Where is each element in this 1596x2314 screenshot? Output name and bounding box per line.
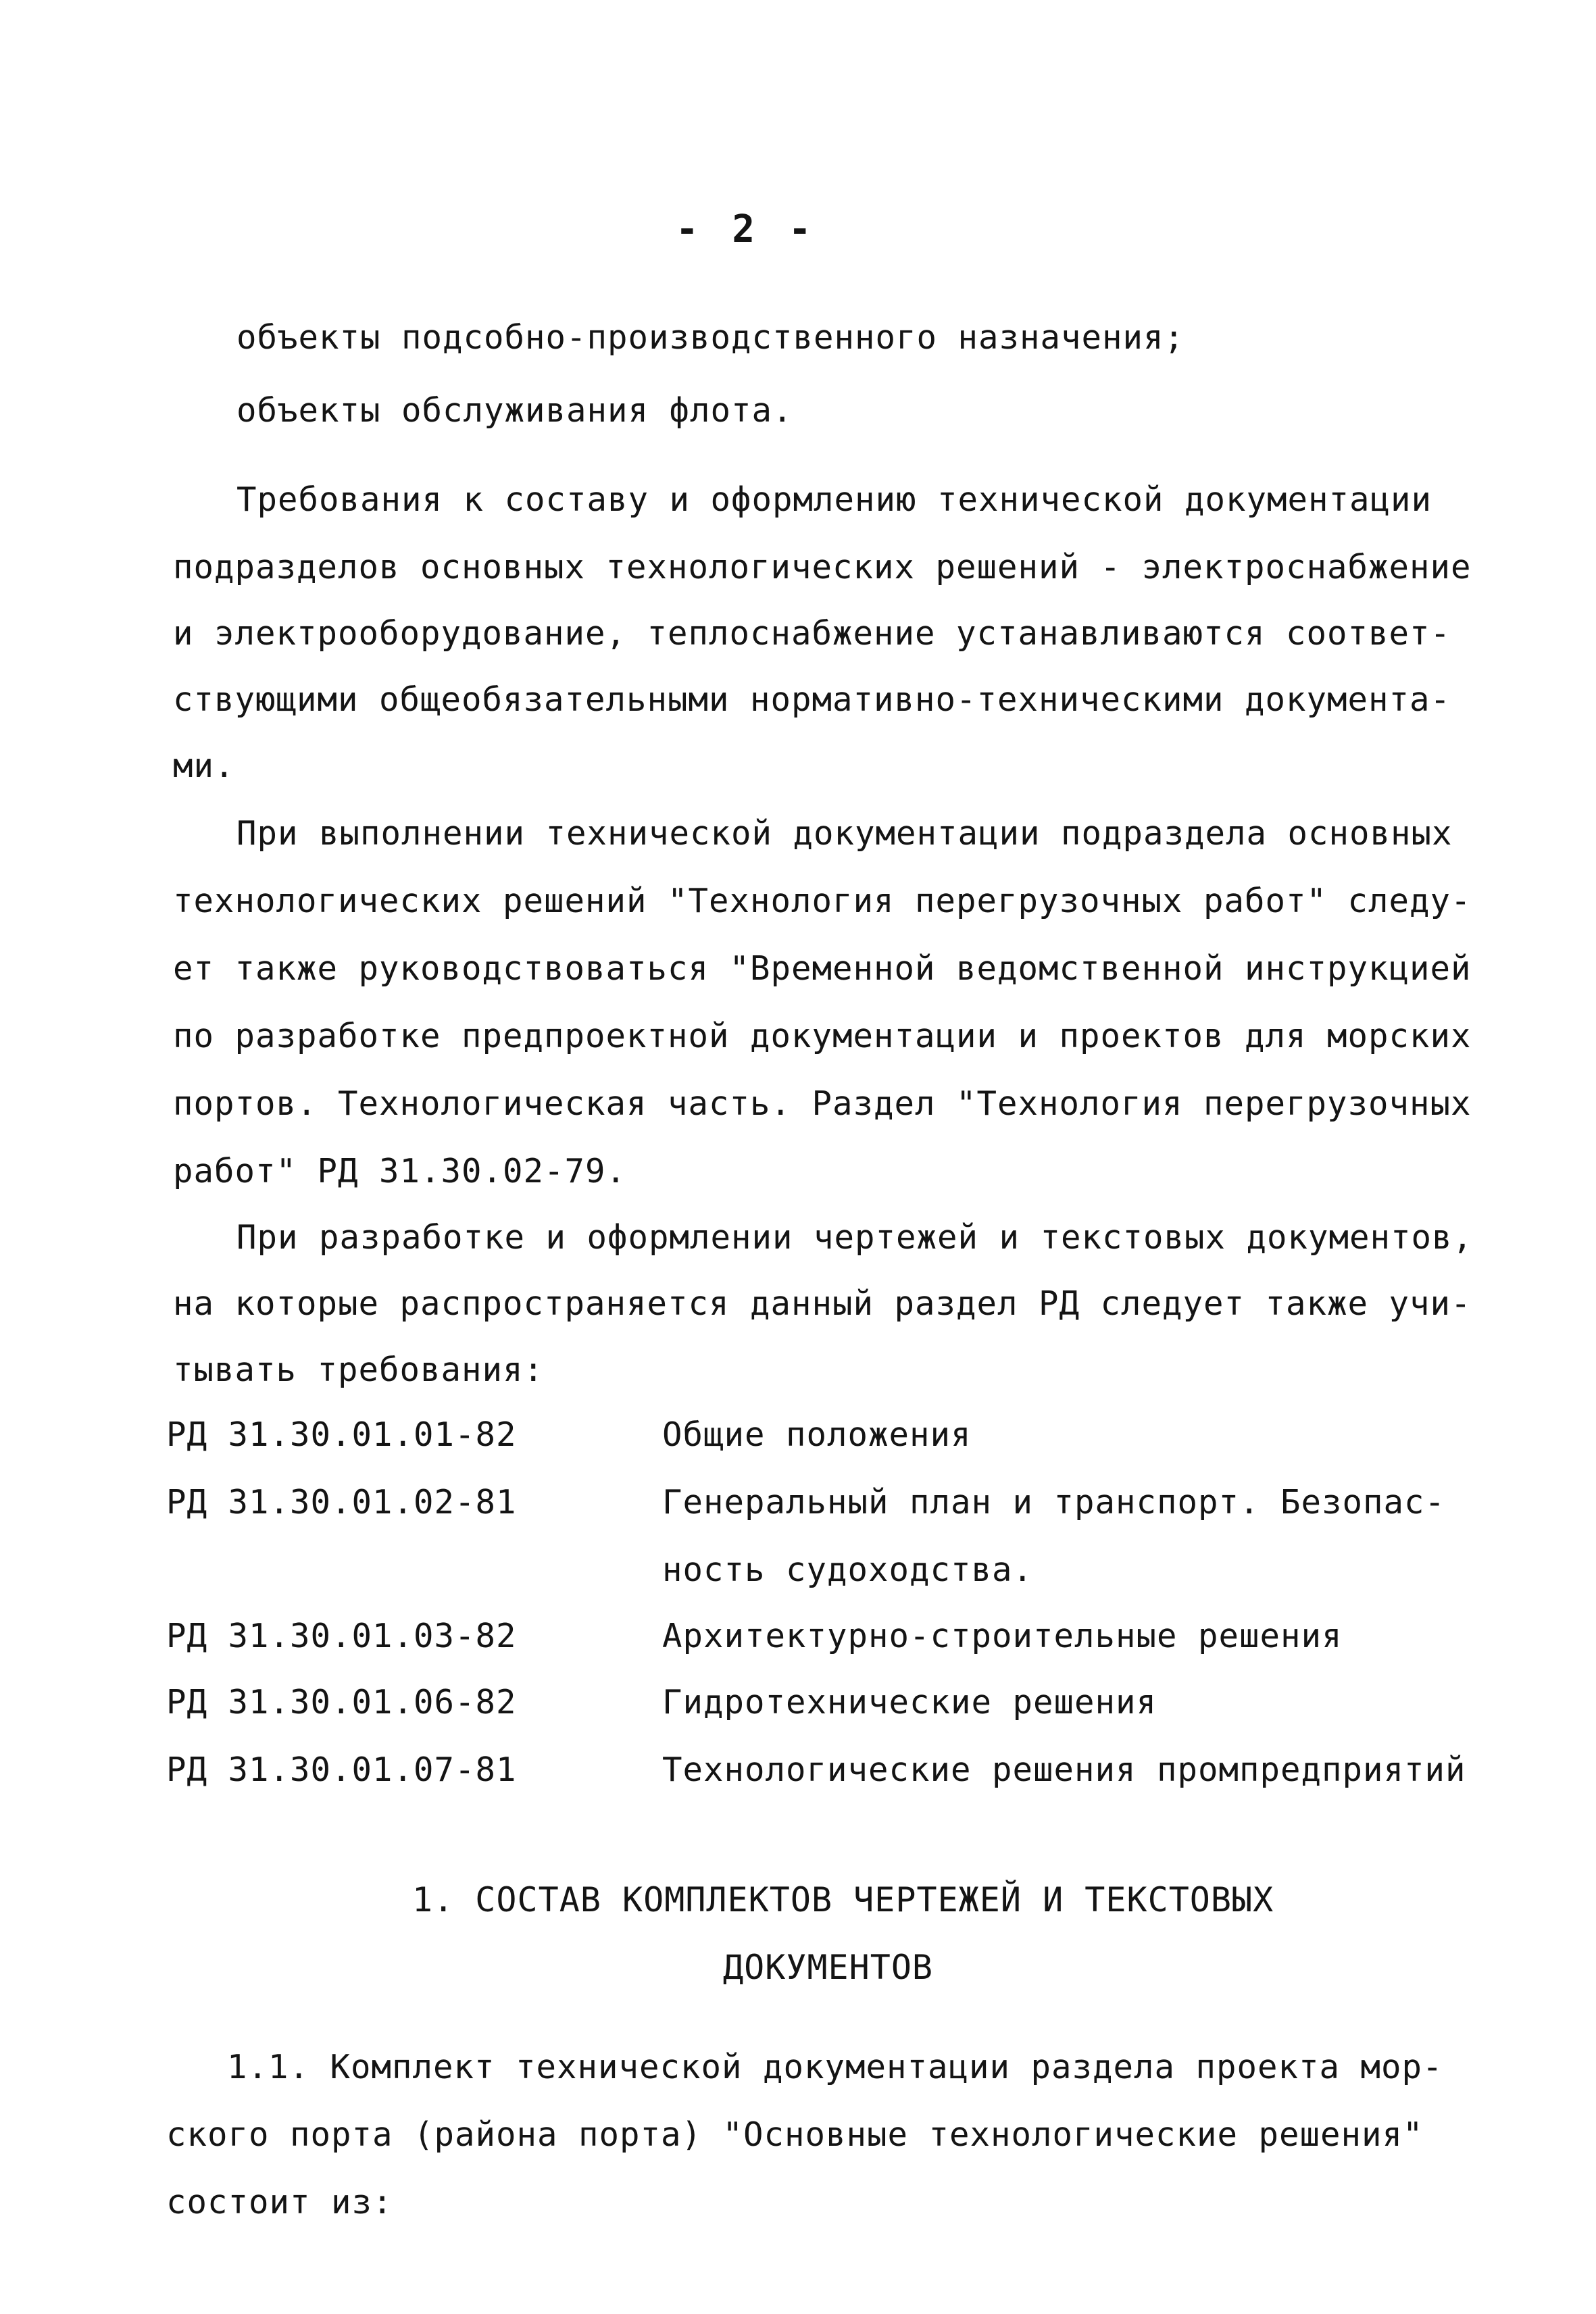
- paragraph-line: тывать требования:: [173, 1351, 545, 1389]
- section-heading: 1. СОСТАВ КОМПЛЕКТОВ ЧЕРТЕЖЕЙ И ТЕКСТОВЫХ: [412, 1880, 1274, 1919]
- reference-title: Технологические решения промпредприятий: [662, 1751, 1466, 1789]
- list-item: объекты подсобно-производственного назначения;: [236, 318, 1185, 357]
- paragraph-line: состоит из:: [166, 2183, 393, 2221]
- paragraph-line: по разработке предпроектной документации и проектов для морских: [173, 1017, 1472, 1055]
- reference-code: РД 31.30.01.02-81: [166, 1483, 517, 1521]
- paragraph-line: технологических решений "Технология перегрузочных работ" следу-: [173, 882, 1472, 920]
- paragraph-line: ет также руководствоваться "Временной ведомственной инструкцией: [173, 949, 1472, 988]
- paragraph-line: Требования к составу и оформлению технической документации: [236, 480, 1432, 519]
- paragraph-line: работ" РД 31.30.02-79.: [173, 1152, 627, 1190]
- section-heading: ДОКУМЕНТОВ: [723, 1948, 934, 1987]
- reference-title: Архитектурно-строительные решения: [662, 1617, 1343, 1655]
- paragraph-line: и электрооборудование, теплоснабжение устанавливаются соответ-: [173, 614, 1451, 653]
- paragraph-line: подразделов основных технологических решений - электроснабжение: [173, 548, 1472, 586]
- paragraph-line: на которые распространяется данный раздел РД следует также учи-: [173, 1284, 1472, 1323]
- paragraph-line: 1.1. Комплект технической документации раздела проекта мор-: [227, 2048, 1443, 2086]
- paragraph-line: ского порта (района порта) "Основные технологические решения": [166, 2115, 1424, 2154]
- paragraph-line: ствующими общеобязательными нормативно-техническими документа-: [173, 680, 1451, 719]
- paragraph-line: При разработке и оформлении чертежей и текстовых документов,: [236, 1218, 1474, 1257]
- paragraph-line: При выполнении технической документации подраздела основных: [236, 814, 1453, 853]
- paragraph-line: ми.: [173, 747, 235, 785]
- page-number: - 2 -: [676, 207, 817, 251]
- reference-title: Гидротехнические решения: [662, 1683, 1157, 1721]
- reference-code: РД 31.30.01.01-82: [166, 1415, 517, 1454]
- reference-code: РД 31.30.01.03-82: [166, 1617, 517, 1655]
- paragraph-line: портов. Технологическая часть. Раздел "Технология перегрузочных: [173, 1084, 1472, 1123]
- reference-title: Генеральный план и транспорт. Безопас-: [662, 1483, 1446, 1521]
- reference-title: ность судоходства.: [662, 1551, 1034, 1589]
- list-item: объекты обслуживания флота.: [236, 391, 793, 430]
- reference-code: РД 31.30.01.07-81: [166, 1751, 517, 1789]
- reference-title: Общие положения: [662, 1415, 972, 1454]
- reference-code: РД 31.30.01.06-82: [166, 1683, 517, 1721]
